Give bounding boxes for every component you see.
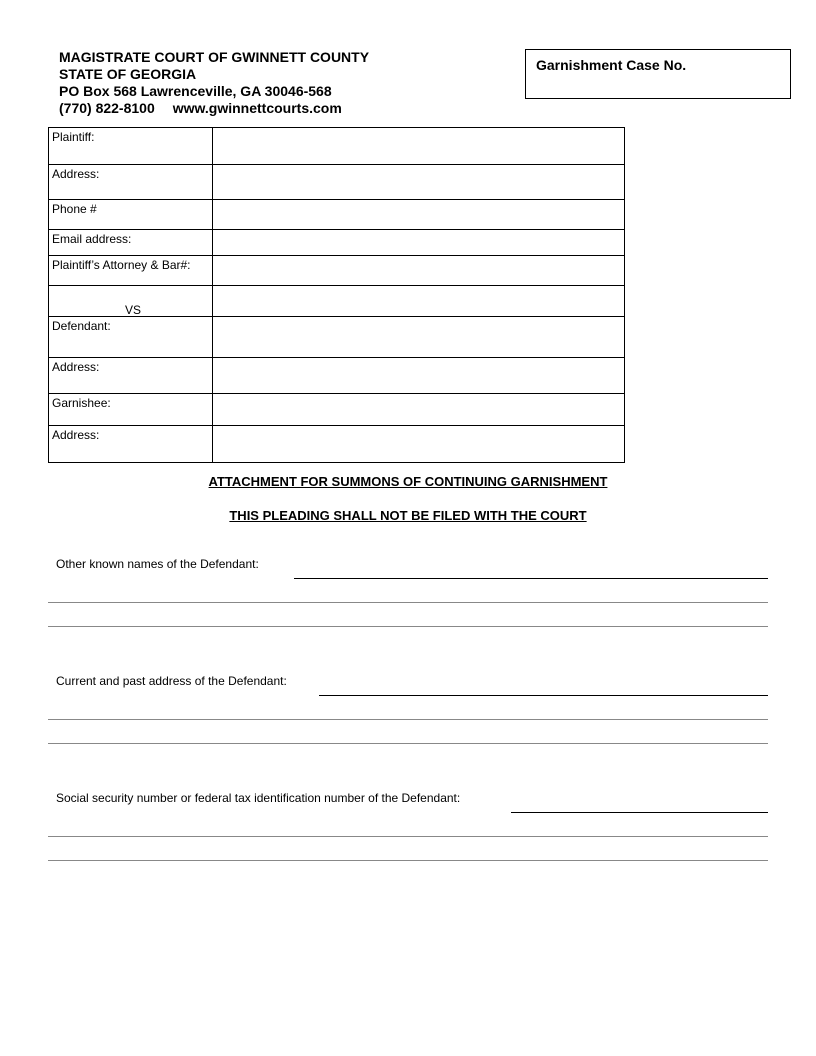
case-number-box[interactable] bbox=[525, 49, 791, 99]
court-address: PO Box 568 Lawrenceville, GA 30046-568 bbox=[59, 83, 332, 99]
defendant-address-field[interactable] bbox=[213, 358, 625, 394]
plaintiff-field[interactable] bbox=[213, 128, 625, 165]
case-number-label: Garnishment Case No. bbox=[536, 57, 687, 73]
vs-label: VS bbox=[125, 303, 142, 317]
plaintiff-address-label: Address: bbox=[49, 165, 213, 200]
other-names-line-2[interactable] bbox=[48, 602, 768, 603]
email-field[interactable] bbox=[213, 230, 625, 256]
ssn-line-1[interactable] bbox=[511, 812, 768, 813]
defendant-field[interactable] bbox=[213, 317, 625, 358]
court-contact bbox=[59, 100, 369, 117]
court-name: MAGISTRATE COURT OF GWINNETT COUNTY bbox=[59, 49, 370, 65]
addresses-label: Current and past address of the Defendant: bbox=[56, 674, 287, 688]
court-phone: (770) 822-8100 bbox=[59, 100, 155, 116]
email-label: Email address: bbox=[49, 230, 213, 256]
addresses-line-3[interactable] bbox=[48, 743, 768, 744]
phone-field[interactable] bbox=[213, 200, 625, 230]
garnishee-field[interactable] bbox=[213, 394, 625, 426]
court-header bbox=[59, 49, 369, 117]
other-names-label: Other known names of the Defendant: bbox=[56, 557, 259, 571]
defendant-label: Defendant: bbox=[49, 317, 213, 358]
ssn-label: Social security number or federal tax identification number of the Defendant: bbox=[56, 791, 461, 805]
attorney-label: Plaintiff’s Attorney & Bar#: bbox=[49, 256, 213, 286]
other-names-line-1[interactable] bbox=[294, 578, 768, 579]
addresses-line-1[interactable] bbox=[319, 695, 768, 696]
garnishee-address-field[interactable] bbox=[213, 426, 625, 463]
garnishee-label: Garnishee: bbox=[49, 394, 213, 426]
plaintiff-label: Plaintiff: bbox=[49, 128, 213, 165]
addresses-line-2[interactable] bbox=[48, 719, 768, 720]
attorney-field[interactable] bbox=[213, 256, 625, 286]
parties-table bbox=[48, 127, 625, 463]
phone-label: Phone # bbox=[49, 200, 213, 230]
other-names-line-3[interactable] bbox=[48, 626, 768, 627]
court-website: www.gwinnettcourts.com bbox=[172, 100, 342, 116]
court-state: STATE OF GEORGIA bbox=[59, 66, 197, 82]
garnishee-address-label: Address: bbox=[49, 426, 213, 463]
vs-spacer-field bbox=[213, 286, 625, 317]
filing-notice: THIS PLEADING SHALL NOT BE FILED WITH THE COURT bbox=[229, 508, 587, 523]
ssn-line-2[interactable] bbox=[48, 836, 768, 837]
vs-cell bbox=[49, 286, 213, 317]
plaintiff-address-field[interactable] bbox=[213, 165, 625, 200]
ssn-line-3[interactable] bbox=[48, 860, 768, 861]
document-title: ATTACHMENT FOR SUMMONS OF CONTINUING GARNISHMENT bbox=[208, 474, 608, 489]
defendant-address-label: Address: bbox=[49, 358, 213, 394]
